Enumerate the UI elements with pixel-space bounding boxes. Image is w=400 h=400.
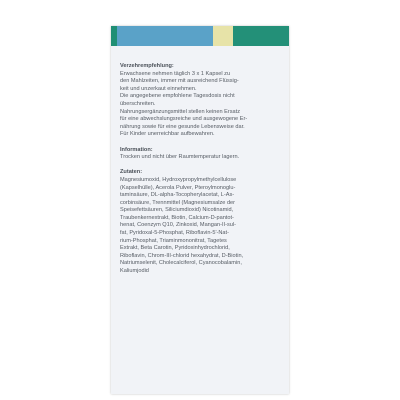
strip-segment-pale	[213, 26, 233, 46]
zutaten-line: rium-Phosphat, Triaminmononitrat, Tagetes	[120, 237, 227, 244]
verzehr-line: Die angegebene empfohlene Tagesdosis nicht	[120, 93, 235, 100]
verzehr-line: nährung sowie für eine gesunde Lebensweise dar.	[120, 123, 245, 130]
zutaten-line: Kaliumjodid	[120, 268, 149, 275]
section-verzehrempfehlung	[120, 63, 280, 139]
heading-zutaten: Zutaten:	[120, 169, 143, 176]
zutaten-line: henat, Coenzym Q10, Zinkoxid, Mangan-II-sul-	[120, 222, 236, 229]
zutaten-line: taminsäure, DL-alpha-Tocopherylacetat, L-As-	[120, 192, 235, 199]
verzehr-line: den Mahlzeiten, immer mit ausreichend Flüssig-	[120, 78, 239, 85]
zutaten-line: Speisefettsäuren, Siliciumdioxid) Nicotinamid,	[120, 207, 234, 214]
zutaten-line: fat, Pyridoxal-5-Phosphat, Riboflavin-5'-Nat-	[120, 230, 229, 237]
information-line: Trocken und nicht über Raumtemperatur lagern.	[120, 154, 240, 161]
verzehr-line: Nahrungsergänzungsmittel stellen keinen Ersatz	[120, 108, 241, 115]
heading-verzehrempfehlung: Verzehrempfehlung:	[120, 63, 174, 69]
verzehr-line: für eine abwechslungsreiche und ausgewogene Er-	[120, 116, 248, 123]
zutaten-line: Extrakt, Beta Carotin, Pyridoxinhydrochlorid,	[120, 245, 230, 252]
label-text	[120, 63, 280, 283]
zutaten-line: Traubenkernextrakt, Biotin, Calcium-D-pantot-	[120, 214, 234, 221]
section-information	[120, 147, 280, 162]
verzehr-line: keit und unzerkaut einnehmen.	[120, 85, 197, 92]
zutaten-line: Magnesiumoxid, Hydroxypropylmethylcellulose	[120, 176, 237, 183]
verzehr-line: Erwachsene nehmen täglich 3 x 1 Kapsel zu	[120, 70, 231, 77]
zutaten-line: corbinsäure, Trennmittel (Magnesiumsalze der	[120, 199, 236, 206]
verzehr-line: überschreiten.	[120, 100, 156, 107]
strip-segment-green	[233, 26, 289, 46]
box-top-strip	[111, 26, 289, 46]
product-box-side	[111, 26, 289, 394]
zutaten-line: (Kapselhülle), Acerola Pulver, Pteroylmonoglu-	[120, 184, 236, 191]
zutaten-line: Riboflavin, Chrom-III-chlorid hexahydrat, D-Biotin,	[120, 252, 244, 259]
strip-segment-blue	[117, 26, 213, 46]
heading-information: Information:	[120, 146, 153, 153]
verzehr-line: Für Kinder unerreichbar aufbewahren.	[120, 131, 215, 138]
zutaten-line: Natriumselenit, Cholecalciferol, Cyanocobalamin,	[120, 260, 242, 267]
section-zutaten	[120, 169, 280, 275]
